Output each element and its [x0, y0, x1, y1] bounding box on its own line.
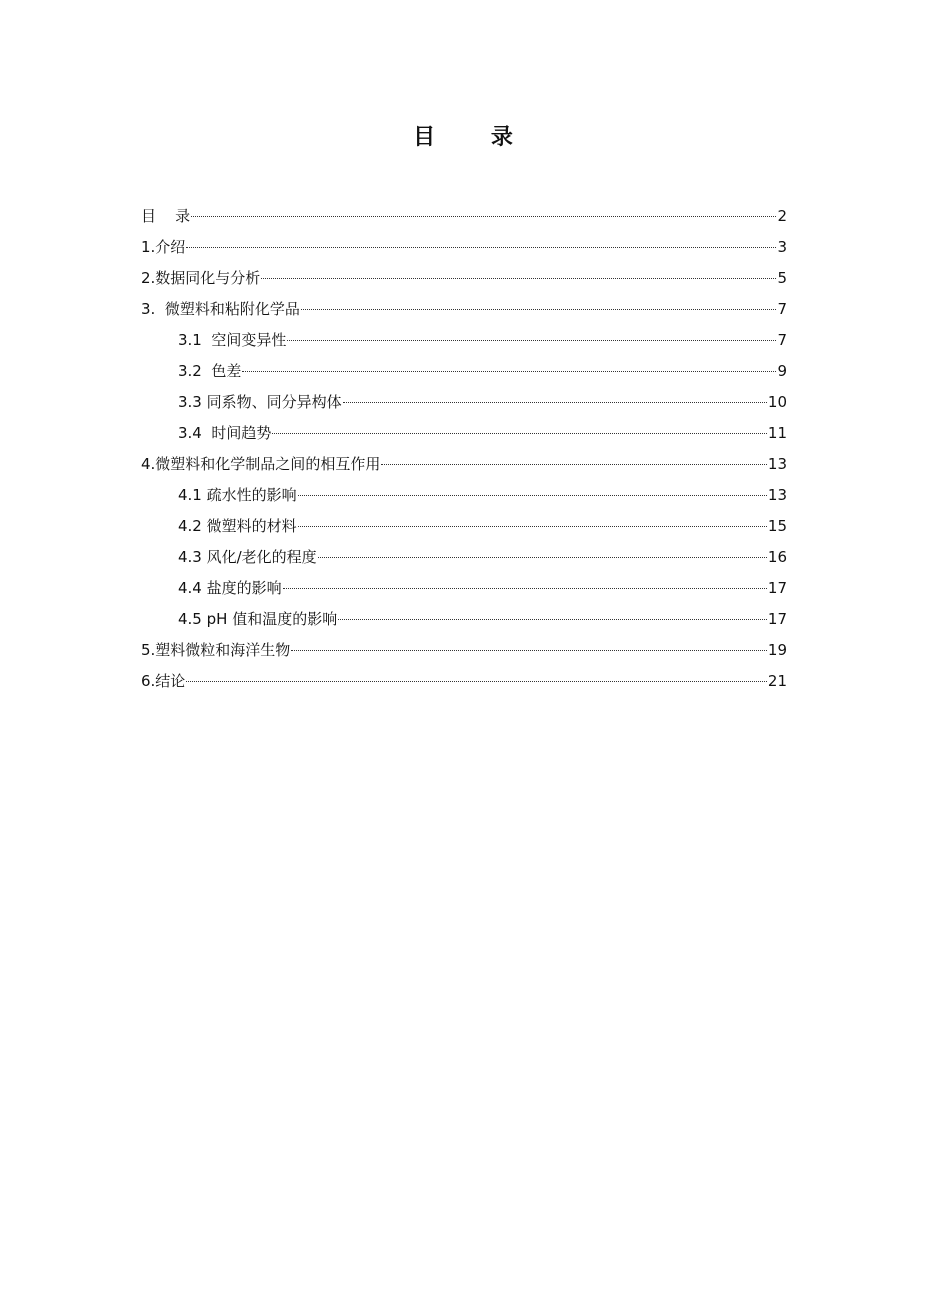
dot-leader — [186, 680, 767, 682]
toc-entry-page: 5 — [777, 269, 787, 287]
page-title: 目 录 — [413, 125, 537, 150]
dot-leader — [381, 463, 767, 465]
toc-entry[interactable] — [141, 635, 787, 666]
toc-entry-page: 17 — [767, 579, 787, 597]
dot-leader — [338, 618, 767, 620]
toc-entry-label: 3.4 时间趋势 — [178, 424, 272, 442]
toc-entry[interactable] — [141, 263, 787, 294]
toc-entry-label: 4.3 风化/老化的程度 — [178, 548, 317, 566]
toc-entry-page: 11 — [767, 424, 787, 442]
dot-leader — [186, 246, 776, 248]
toc-entry[interactable] — [141, 449, 787, 480]
table-of-contents — [141, 201, 787, 697]
toc-entry-label: 4.5 pH 值和温度的影响 — [178, 610, 338, 628]
toc-entry-page: 13 — [767, 486, 787, 504]
toc-entry-page: 16 — [767, 548, 787, 566]
toc-entry-page: 2 — [777, 207, 787, 225]
toc-entry[interactable] — [141, 418, 787, 449]
toc-entry[interactable] — [141, 325, 787, 356]
toc-entry-label: 4.2 微塑料的材料 — [178, 517, 297, 535]
toc-entry-page: 13 — [767, 455, 787, 473]
toc-entry[interactable] — [141, 480, 787, 511]
toc-entry[interactable] — [141, 201, 787, 232]
toc-entry[interactable] — [141, 511, 787, 542]
toc-entry-page: 3 — [777, 238, 787, 256]
toc-entry-label: 2.数据同化与分析 — [141, 269, 261, 287]
dot-leader — [291, 649, 767, 651]
toc-entry[interactable] — [141, 294, 787, 325]
toc-entry[interactable] — [141, 542, 787, 573]
toc-entry[interactable] — [141, 356, 787, 387]
toc-entry-label: 目 录 — [141, 207, 191, 225]
toc-entry[interactable] — [141, 573, 787, 604]
dot-leader — [287, 339, 776, 341]
toc-entry[interactable] — [141, 387, 787, 418]
dot-leader — [298, 525, 767, 527]
toc-entry-label: 6.结论 — [141, 672, 186, 690]
toc-entry-label: 3.2 色差 — [178, 362, 242, 380]
dot-leader — [318, 556, 767, 558]
toc-entry[interactable] — [141, 666, 787, 697]
toc-entry-page: 17 — [767, 610, 787, 628]
dot-leader — [343, 401, 767, 403]
dot-leader — [301, 308, 777, 310]
toc-entry-label: 1.介绍 — [141, 238, 186, 256]
toc-entry-page: 21 — [767, 672, 787, 690]
dot-leader — [261, 277, 776, 279]
toc-entry-page: 7 — [777, 331, 787, 349]
toc-entry-label: 3. 微塑料和粘附化学品 — [141, 300, 300, 318]
toc-entry-label: 4.4 盐度的影响 — [178, 579, 282, 597]
toc-entry[interactable] — [141, 232, 787, 263]
toc-entry-page: 19 — [767, 641, 787, 659]
toc-entry-label: 3.3 同系物、同分异构体 — [178, 393, 342, 411]
toc-entry-page: 15 — [767, 517, 787, 535]
toc-entry-label: 4.1 疏水性的影响 — [178, 486, 297, 504]
toc-entry-page: 9 — [777, 362, 787, 380]
dot-leader — [283, 587, 767, 589]
dot-leader — [242, 370, 776, 372]
toc-entry-page: 10 — [767, 393, 787, 411]
dot-leader — [272, 432, 767, 434]
dot-leader — [298, 494, 767, 496]
toc-entry-label: 4.微塑料和化学制品之间的相互作用 — [141, 455, 381, 473]
dot-leader — [191, 215, 776, 217]
toc-entry[interactable] — [141, 604, 787, 635]
toc-entry-label: 5.塑料微粒和海洋生物 — [141, 641, 291, 659]
toc-entry-page: 7 — [777, 300, 787, 318]
toc-entry-label: 3.1 空间变异性 — [178, 331, 287, 349]
